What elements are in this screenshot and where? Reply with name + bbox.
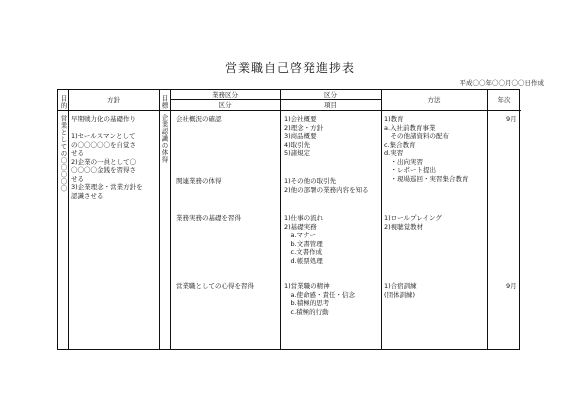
header-policy: 方針	[107, 96, 120, 104]
row-4-method: 1)合宿訓練 (団体訓練)	[384, 282, 417, 299]
document-title: 営業職自己啓発進捗表	[224, 61, 355, 75]
row-3-method: 1)ロールプレイング 2)視聴覚教材	[384, 214, 442, 231]
header-division: 区分	[324, 91, 337, 99]
policy-text: 早期戦力化の基礎作り 1)セールスマンとして の〇〇〇〇〇を自覚さ せる 2)企業の一員として〇 〇〇〇〇金銭を習得さ せる 3)企業理念・営業方針を 認識させる	[71, 115, 143, 200]
header-year: 年次	[497, 96, 511, 104]
row-1-method: 1)教育 a.入社前教育事業 その他諸資料の配布 c.集合教育 d.実習 ・出向実習 ・レポート提出 ・現場巡回・実習集合教育	[384, 115, 469, 183]
purpose-text: 営業としての〇〇〇〇〇	[59, 115, 68, 192]
row-4-items: 1)営業職の精神 a.使命感・責任・信念 b.積極的思考 c.積極的行動	[284, 282, 356, 316]
row-2-items: 1)その他の取引先 2)他の部署の業務内容を知る	[284, 177, 369, 194]
header-item: 項目	[324, 101, 337, 109]
header-business-division: 業務区分	[212, 91, 238, 99]
creation-date: 平成〇〇年〇〇月〇〇日作成	[459, 79, 544, 87]
row-3-division: 業務実務の基礎を習得	[176, 214, 241, 222]
row-1-year: 9月	[506, 115, 517, 123]
row-1-division: 会社概況の確認	[176, 115, 222, 123]
header-method: 方法	[427, 96, 441, 104]
row-4-year: 9月	[506, 282, 517, 290]
progress-table	[57, 89, 520, 350]
goal-text: 企業認識の体得	[160, 114, 169, 163]
row-3-items: 1)仕事の流れ 2)基礎実務 a.マナー b.文書管理 c.文書作成 d.帳票処理	[284, 214, 324, 265]
header-purpose: 目的	[59, 95, 68, 109]
header-sub-division: 区分	[218, 101, 232, 109]
row-2-division: 関連業務の体得	[176, 177, 222, 185]
row-4-division: 営業職としての心得を習得	[176, 282, 254, 290]
row-1-items: 1)会社概要 2)理念・方針 3)商品概要 4)取引先 5)諸規定	[284, 115, 324, 157]
header-goal: 目標	[160, 95, 169, 109]
